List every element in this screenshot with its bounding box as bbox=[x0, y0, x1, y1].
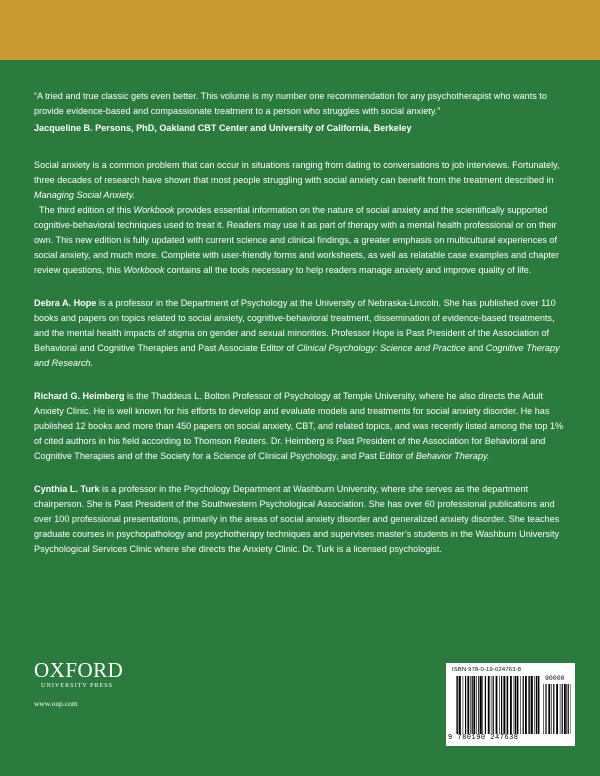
barcode-bar bbox=[525, 676, 527, 734]
barcode-bar bbox=[499, 676, 500, 734]
barcode-bar bbox=[456, 676, 457, 734]
description-text: The third edition of this bbox=[39, 205, 134, 215]
bio-text: is the Thaddeus L. Bolton Professor of Psychology at Temple University, where he also directs the Adult Anxiety Clinic. He is well known for his efforts to develop and evaluate models and treatments for social anxiety disorder. He has published 12 books and more than 450 papers on social anxiety, CBT, and related topics, and was recently listed among the top 1% of cited authors in his field according to Thomson Reuters. Dr. Heimberg is Past President of the Association for Behavioral and Cognitive Therapies and of the Society for a Science of Clinical Psychology, and Past Editor of bbox=[34, 391, 564, 461]
journal-title: Cognitive Therapy and Research. bbox=[34, 343, 560, 368]
barcode-bar bbox=[457, 676, 458, 734]
endorsement-quote: “A tried and true classic gets even better. This volume is my number one recommendation for any psychotherapist who wants to provide evidence-based and compassionate treatment to a person who struggles with social anxiety.” bbox=[34, 91, 547, 116]
barcode-bar bbox=[553, 684, 554, 734]
barcode-bar bbox=[545, 684, 546, 734]
barcode-bar bbox=[531, 676, 533, 734]
barcode-bar bbox=[510, 676, 512, 734]
barcode-bar bbox=[493, 676, 494, 734]
publisher-url: www.oup.com bbox=[34, 699, 78, 708]
description-paragraph-2 bbox=[34, 203, 564, 278]
barcode-bar bbox=[463, 676, 464, 734]
author-name: Cynthia L. Turk bbox=[34, 484, 100, 494]
barcode-bar bbox=[501, 676, 502, 734]
book-title-reference: Managing Social Anxiety. bbox=[34, 190, 136, 200]
barcode-bar bbox=[536, 676, 537, 734]
price-code: 90000 bbox=[545, 675, 565, 682]
barcode-bar bbox=[564, 684, 566, 734]
ean-digits: 9 780190 247638 bbox=[448, 734, 519, 742]
barcode-bar bbox=[507, 676, 508, 734]
ean-barcode-bars bbox=[456, 676, 540, 734]
barcode-bar bbox=[472, 676, 473, 734]
author-bio-heimberg bbox=[34, 389, 564, 464]
barcode-bar bbox=[459, 676, 461, 734]
barcode-bar bbox=[523, 676, 524, 734]
barcode-bar bbox=[480, 676, 482, 734]
barcode-bar bbox=[538, 676, 540, 734]
barcode-bar bbox=[534, 676, 535, 734]
barcode-bar bbox=[478, 676, 479, 734]
publisher-subname: UNIVERSITY PRESS bbox=[40, 682, 114, 689]
barcode-bar bbox=[506, 676, 507, 734]
barcode-bar bbox=[529, 676, 530, 734]
author-name: Debra A. Hope bbox=[34, 298, 97, 308]
publisher-name: OXFORD bbox=[34, 658, 124, 682]
description-paragraph-1 bbox=[34, 158, 564, 203]
barcode-bar bbox=[467, 676, 469, 734]
description-text: Social anxiety is a common problem that can occur in situations ranging from dating to conversations to job interviews. Fortunately, three decades of research have shown that most people struggling with social anxiety can benefit from the treatment described in bbox=[34, 160, 560, 185]
barcode-bar bbox=[482, 676, 483, 734]
publisher-logo bbox=[34, 659, 134, 690]
workbook-reference: Workbook bbox=[133, 205, 175, 215]
barcode-bar bbox=[568, 684, 569, 734]
barcode-bar bbox=[517, 676, 519, 734]
journal-title: Behavior Therapy. bbox=[415, 451, 490, 461]
endorsement-attribution: Jacqueline B. Persons, PhD, Oakland CBT Center and University of California, Berkeley bbox=[34, 123, 412, 133]
workbook-reference: Workbook bbox=[123, 265, 165, 275]
barcode-bar bbox=[520, 676, 521, 734]
barcode-bar bbox=[503, 676, 505, 734]
description-text: contains all the tools necessary to help readers manage anxiety and improve quality of life. bbox=[164, 265, 532, 275]
barcode-bar bbox=[473, 676, 475, 734]
isbn-barcode bbox=[446, 663, 575, 746]
barcode-bar bbox=[496, 676, 498, 734]
bio-text: is a professor in the Psychology Department at Washburn University, where she serves as the department chairperson. She is Past President of the Southwestern Psychological Association. She has over 60 professional publications and over 100 professional presentations, primarily in the areas of social anxiety disorder and generalized anxiety disorder. She teaches graduate courses in psychopathology and psychotherapy techniques and supervises master’s students in the Washburn University Psychological Services Clinic where she directs the Anxiety Clinic. Dr. Turk is a licensed psychologist. bbox=[34, 484, 560, 554]
bio-text: is a professor in the Department of Psychology at the University of Nebraska-Lincoln. She has published over 110 books and papers on topics related to social anxiety, cognitive-behavioral treatment, dissemination of evidence-based treatments, and the mental health impacts of stigma on gender and sexual minorities. Professor Hope is Past President of the Association of Behavioral and Cognitive Therapies and Past Associate Editor of bbox=[34, 298, 556, 353]
barcode-bar bbox=[543, 684, 544, 734]
barcode-bar bbox=[476, 676, 477, 734]
author-bio-hope bbox=[34, 296, 564, 371]
barcode-bar bbox=[470, 676, 471, 734]
barcode-bar bbox=[465, 676, 466, 734]
barcode-bar bbox=[562, 684, 563, 734]
barcode-bar bbox=[515, 676, 516, 734]
addon-barcode-bars bbox=[543, 684, 571, 734]
bio-text: and bbox=[465, 343, 486, 353]
barcode-bar bbox=[560, 684, 561, 734]
description-text: provides essential information on the nature of social anxiety and the scientifically supported cognitive-behavioral techniques used to treat it. Readers may use it as part of therapy with a mental health professional or on their own. This new edition is fully updated with current science and clinical findings, a greater emphasis on multicultural experiences of social anxiety, and much more. Complete with user-friendly forms and worksheets, as well as relatable case examples and chapter review questions, this bbox=[34, 205, 559, 275]
barcode-bar bbox=[514, 676, 515, 734]
isbn-label: ISBN 978-0-19-024763-8 bbox=[452, 667, 522, 673]
barcode-bar bbox=[566, 684, 567, 734]
cover-text-block bbox=[34, 89, 564, 557]
barcode-bar bbox=[556, 684, 558, 734]
barcode-bar bbox=[485, 676, 486, 734]
book-description bbox=[34, 158, 564, 278]
barcode-bar bbox=[551, 684, 552, 734]
journal-title: Clinical Psychology: Science and Practice bbox=[296, 343, 466, 353]
author-bio-turk bbox=[34, 482, 564, 557]
top-color-band bbox=[0, 0, 600, 60]
barcode-bar bbox=[491, 676, 492, 734]
barcode-bar bbox=[528, 676, 529, 734]
barcode-bar bbox=[548, 684, 550, 734]
barcode-bar bbox=[488, 676, 490, 734]
author-name: Richard G. Heimberg bbox=[34, 391, 125, 401]
